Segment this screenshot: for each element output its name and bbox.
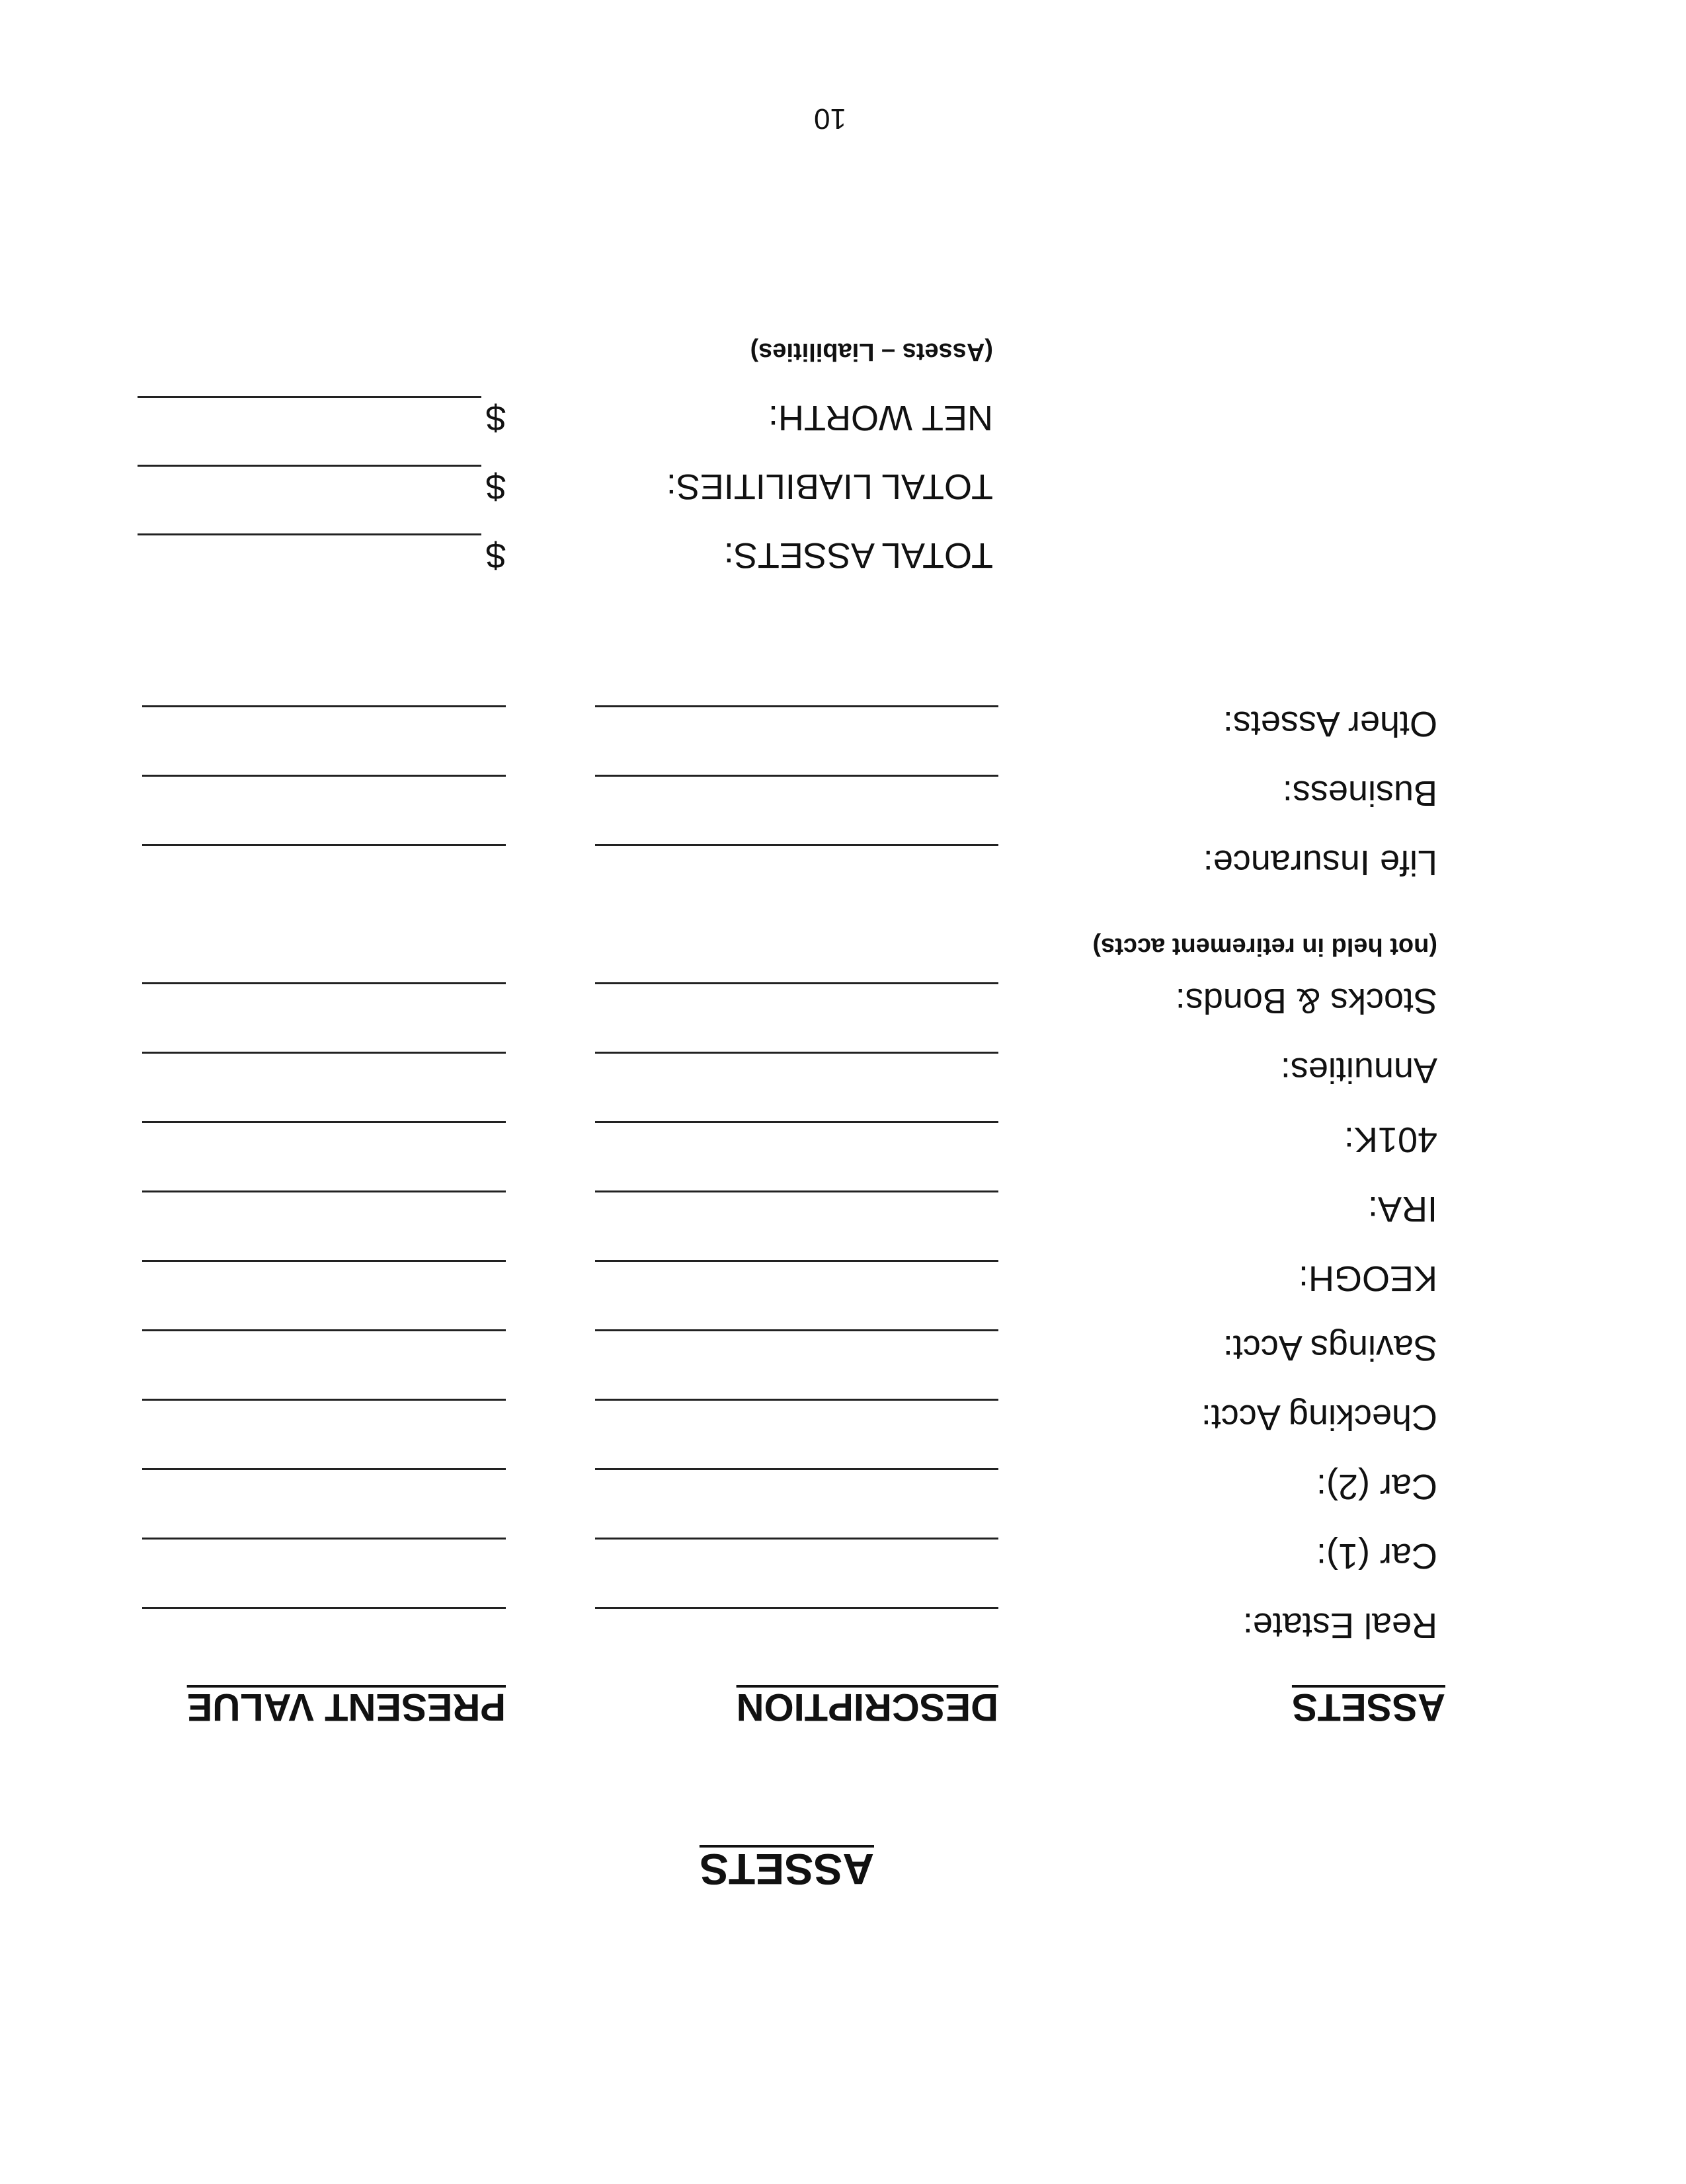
- asset-row-description-field[interactable]: [595, 1538, 998, 1540]
- total-assets-label: TOTAL ASSETS:: [723, 535, 993, 575]
- asset-row-value-field[interactable]: [142, 1052, 506, 1054]
- asset-row-value-field[interactable]: [142, 1538, 506, 1540]
- asset-row-description-field[interactable]: [595, 1052, 998, 1054]
- asset-row-description-field[interactable]: [595, 1468, 998, 1470]
- net-worth-field[interactable]: [138, 396, 481, 398]
- asset-row-description-field[interactable]: [595, 1190, 998, 1192]
- asset-row-value-field[interactable]: [142, 982, 506, 984]
- page-number: 10: [814, 102, 846, 135]
- asset-row-value-field[interactable]: [142, 1607, 506, 1609]
- asset-row-label: Checking Acct:: [1201, 1397, 1437, 1437]
- asset-row-description-field[interactable]: [595, 1329, 998, 1331]
- asset-row-label: IRA:: [1367, 1189, 1437, 1229]
- asset-row-label: Real Estate:: [1242, 1606, 1437, 1645]
- asset-row-description-field[interactable]: [595, 705, 998, 707]
- asset-row-value-field[interactable]: [142, 844, 506, 846]
- form-title: ASSETS: [699, 1845, 874, 1894]
- asset-row-label: Other Assets:: [1223, 704, 1437, 744]
- asset-row-description-field[interactable]: [595, 1121, 998, 1123]
- net-worth-currency: $: [485, 398, 506, 438]
- asset-row-value-field[interactable]: [142, 1468, 506, 1470]
- asset-row-value-field[interactable]: [142, 1329, 506, 1331]
- asset-row-label: Life Insurance:: [1203, 843, 1437, 882]
- asset-row-value-field[interactable]: [142, 775, 506, 777]
- asset-row-value-field[interactable]: [142, 1190, 506, 1192]
- asset-row-value-field[interactable]: [142, 705, 506, 707]
- asset-row-description-field[interactable]: [595, 1607, 998, 1609]
- asset-row-description-field[interactable]: [595, 844, 998, 846]
- asset-row-value-field[interactable]: [142, 1260, 506, 1262]
- asset-row-value-field[interactable]: [142, 1121, 506, 1123]
- asset-row-label: Business:: [1282, 773, 1437, 813]
- total-liabilities-label: TOTAL LIABILITIES:: [666, 467, 993, 506]
- asset-row-label: KEOGH:: [1298, 1259, 1437, 1298]
- column-header-description: DESCRIPTION: [736, 1686, 998, 1729]
- total-liabilities-field[interactable]: [138, 465, 481, 467]
- asset-row-description-field[interactable]: [595, 1399, 998, 1401]
- column-header-assets: ASSETS: [1291, 1686, 1445, 1729]
- total-liabilities-currency: $: [485, 467, 506, 506]
- asset-row-value-field[interactable]: [142, 1399, 506, 1401]
- asset-row-label: Savings Acct:: [1223, 1328, 1437, 1368]
- asset-row-description-field[interactable]: [595, 1260, 998, 1262]
- asset-row-description-field[interactable]: [595, 775, 998, 777]
- net-worth-label: NET WORTH:: [768, 398, 993, 438]
- asset-row-description-field[interactable]: [595, 982, 998, 984]
- asset-row-note: (not held in retirement accts): [1092, 933, 1437, 960]
- total-assets-field[interactable]: [138, 533, 481, 535]
- asset-row-label: Car (2):: [1316, 1467, 1437, 1506]
- asset-row-label: Stocks & Bonds:: [1175, 981, 1437, 1021]
- asset-row-label: Annuities:: [1280, 1050, 1437, 1090]
- asset-row-label: 401K:: [1344, 1120, 1437, 1159]
- total-assets-currency: $: [485, 535, 506, 575]
- net-worth-note: (Assets – Liabilities): [750, 338, 993, 366]
- column-header-present-value: PRESENT VALUE: [186, 1686, 506, 1729]
- asset-row-label: Car (1):: [1316, 1536, 1437, 1576]
